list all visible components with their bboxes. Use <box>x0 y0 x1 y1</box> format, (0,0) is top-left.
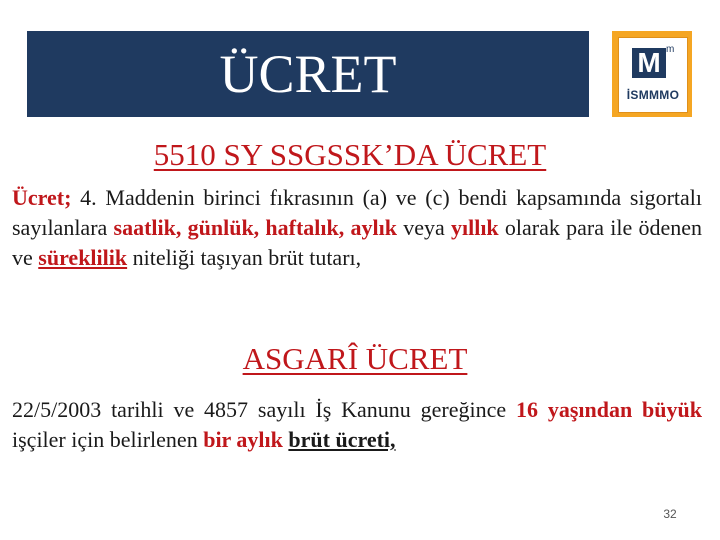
logo-letter: M <box>632 48 666 78</box>
title-bar <box>27 31 589 117</box>
para-text: olarak para ile ödenen ve <box>12 215 702 270</box>
page-number: 32 <box>663 507 677 521</box>
para-text: 22/5/2003 tarihli ve 4857 sayılı İş Kanunu gereğince <box>12 397 516 422</box>
logo-frame <box>618 37 688 113</box>
section2-heading: ASGARÎ ÜCRET <box>242 341 468 376</box>
highlight-gross: brüt ücreti, <box>288 427 396 452</box>
ismmmo-logo <box>612 31 692 117</box>
slide-title: ÜCRET <box>219 44 397 104</box>
term-ucret: Ücret; <box>12 185 72 210</box>
highlight-monthly: bir aylık <box>203 427 283 452</box>
section1-heading: 5510 SY SSGSSK’DA ÜCRET <box>153 137 547 172</box>
section1-paragraph <box>12 183 702 273</box>
logo-superscript: m <box>666 44 675 55</box>
highlight-age: 16 yaşından büyük <box>515 397 702 422</box>
para-text: işçiler için belirlenen <box>12 427 204 452</box>
para-text: niteliği taşıyan brüt tutarı, <box>127 245 362 270</box>
highlight-yillik: yıllık <box>450 215 499 240</box>
para-text: 4. Maddenin birinci fıkrasının (a) ve (c) bendi kapsamında sigortalı sayılanlara <box>12 185 702 240</box>
highlight-periods: saatlik, günlük, haftalık, aylık <box>113 215 397 240</box>
para-text: veya <box>396 215 451 240</box>
section2-paragraph <box>12 395 702 455</box>
logo-name: İSMMMO <box>626 88 680 102</box>
highlight-sureklilik: süreklilik <box>38 245 128 270</box>
